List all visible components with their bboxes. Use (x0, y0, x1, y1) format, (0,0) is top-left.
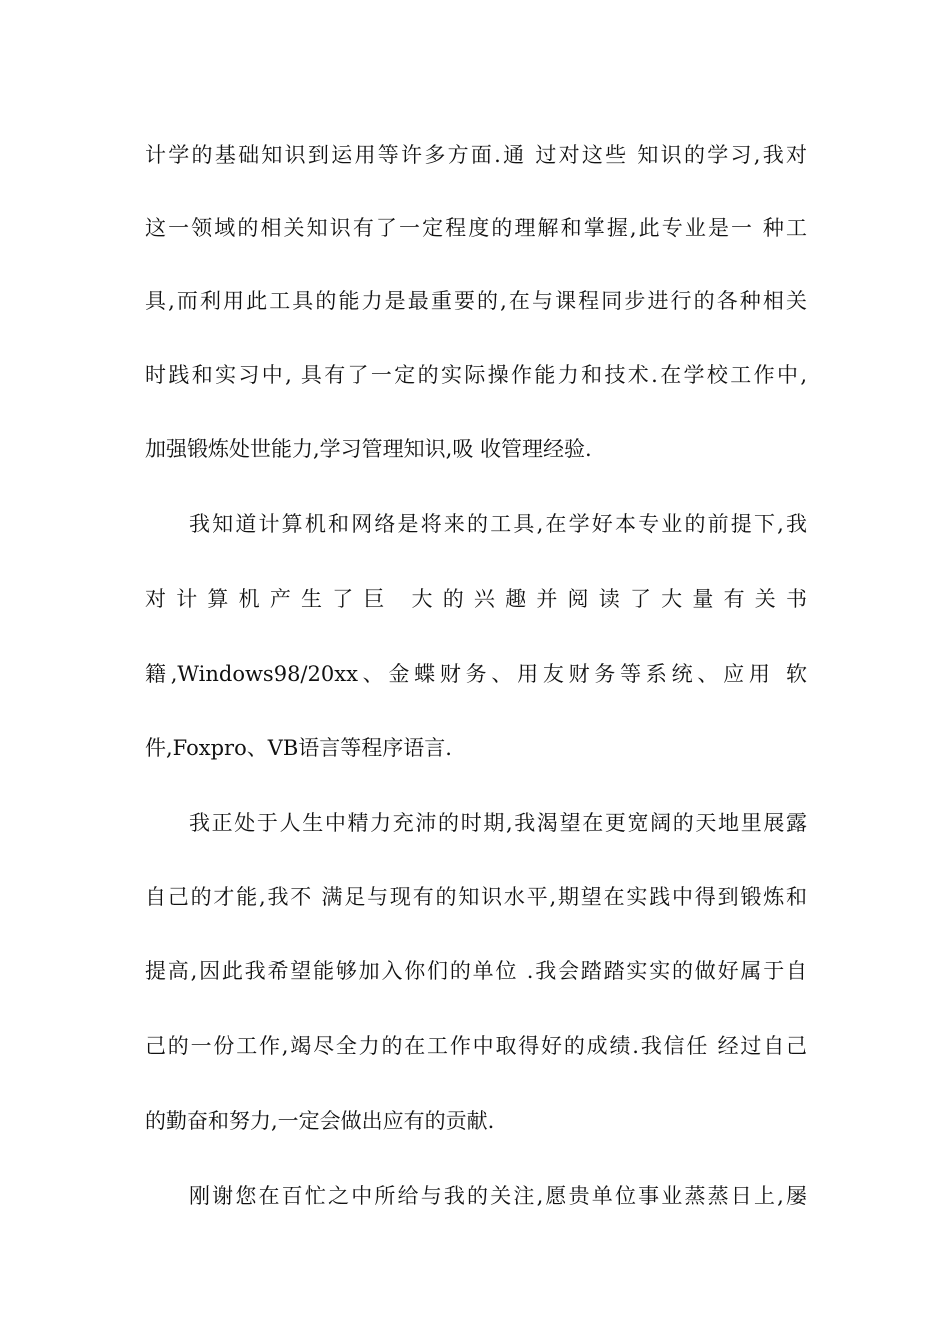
paragraph-line: 计学的基础知识到运用等许多方面.通 过对这些 知识的学习,我对 (145, 143, 807, 167)
paragraph-line: 籍,Windows98/20xx、金蝶财务、用友财务等系统、应用 软 (145, 662, 807, 686)
paragraph-line: 具,而利用此工具的能力是最重要的,在与课程同步进行的各种相关 (145, 289, 807, 313)
paragraph-line: 这一领域的相关知识有了一定程度的理解和掌握,此专业是一 种工 (145, 216, 807, 240)
paragraph-line: 对计算机产生了巨 大的兴趣并阅读了大量有关书 (145, 587, 807, 611)
paragraph-line: 时践和实习中, 具有了一定的实际操作能力和技术.在学校工作中, (145, 363, 807, 387)
paragraph-line: 我正处于人生中精力充沛的时期,我渴望在更宽阔的天地里展露 (189, 811, 807, 835)
paragraph-line: 件,Foxpro、VB语言等程序语言. (145, 736, 452, 760)
paragraph-line: 的勤奋和努力,一定会做出应有的贡献. (145, 1109, 495, 1133)
paragraph-line: 我知道计算机和网络是将来的工具,在学好本专业的前提下,我 (189, 512, 807, 536)
paragraph-line: 提高,因此我希望能够加入你们的单位 .我会踏踏实实的做好属于自 (145, 959, 807, 983)
paragraph-line: 刚谢您在百忙之中所给与我的关注,愿贵单位事业蒸蒸日上,屡 (189, 1184, 807, 1208)
paragraph-line: 加强锻炼处世能力,学习管理知识,吸 收管理经验. (145, 437, 592, 461)
paragraph-line: 自己的才能,我不 满足与现有的知识水平,期望在实践中得到锻炼和 (145, 885, 807, 909)
paragraph-line: 己的一份工作,竭尽全力的在工作中取得好的成绩.我信任 经过自己 (145, 1034, 807, 1058)
